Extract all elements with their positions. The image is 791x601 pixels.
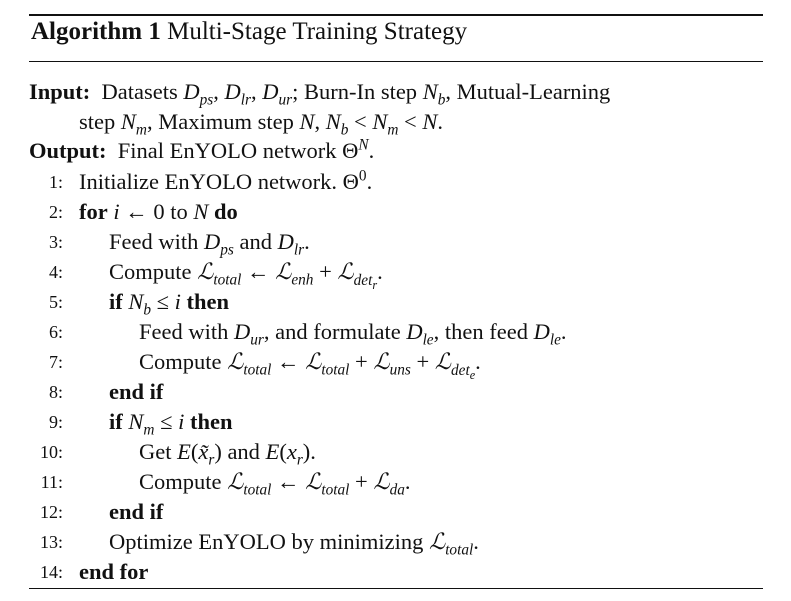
- line-number: 6:: [48, 322, 63, 342]
- line-number: 10:: [39, 442, 63, 462]
- output-label: Output:: [29, 138, 107, 163]
- line-number: 11:: [40, 472, 63, 492]
- caption-rule: [29, 61, 763, 62]
- line-number: 14:: [39, 562, 63, 582]
- bottom-rule: [29, 588, 763, 589]
- algorithm-caption: [31, 18, 467, 46]
- top-rule: [29, 14, 763, 16]
- line-number: 3:: [48, 232, 63, 252]
- line-number: 13:: [39, 532, 63, 552]
- output-line: [29, 136, 374, 166]
- input-label: Input:: [29, 79, 91, 104]
- line-number: 2:: [48, 202, 63, 222]
- line-number: 5:: [48, 292, 63, 312]
- input-line-1: [29, 77, 610, 107]
- algorithm-label: Algorithm 1: [31, 18, 161, 45]
- line-number: 8:: [48, 382, 63, 402]
- output-text: Final EnYOLO network $\Theta^N$.: [117, 136, 375, 163]
- algorithm-title: Multi-Stage Training Strategy: [167, 18, 468, 45]
- line-number: 7:: [48, 352, 63, 372]
- line-number: 12:: [39, 502, 63, 522]
- line-number: 4:: [48, 262, 63, 282]
- line-number: 1:: [48, 172, 63, 192]
- algorithm-block: Algorithm 1 Multi-Stage Training Strategy Input: Datasets $D_{ps}$, $D_{lr}$, $D_{ur}$; Burn-In step $N_b$, Mutual-Learning step $N_m$, Maximum step N, $N_b < N_m < N$. Output: Final EnYOLO network $\Theta^N$. 1: Initialize EnYOLO network. $\Theta^0$. 2: for i ← 0 to N do 3: Feed with $D_{ps}$ and $D_{lr}$. 4: Compute ℒ$_{total}$ ← ℒ$_{enh}$ + ℒ$_{det_r}$. 5: if $N_b \le i$ then 6: Feed with $D_{ur}$, and formulate $D_{le}$, then feed $D_{le}$. 7: Compute ℒ$_{total}$ ← ℒ$_{total}$ + ℒ$_{uns}$ + ℒ$_{det_e}$. 8: end if 9: if $N_m \le i$ then 10: Get $E(x̃_r)$ and $E(x_r)$. 11: Compute ℒ$_{total}$ ← ℒ$_{total}$ + ℒ$_{da}$. 12: end if 13: Optimize EnYOLO by minimizing ℒ$_{total}$. 14: end for: [29, 14, 763, 576]
- input-text-1: Datasets $D_{ps}$, $D_{lr}$, $D_{ur}$; Burn-In step $N_b$, Mutual-Learning: [101, 79, 611, 109]
- line-number: 9:: [48, 412, 63, 432]
- input-line-2: step $N_m$, Maximum step N, $N_b < N_m < N$.: [79, 109, 444, 139]
